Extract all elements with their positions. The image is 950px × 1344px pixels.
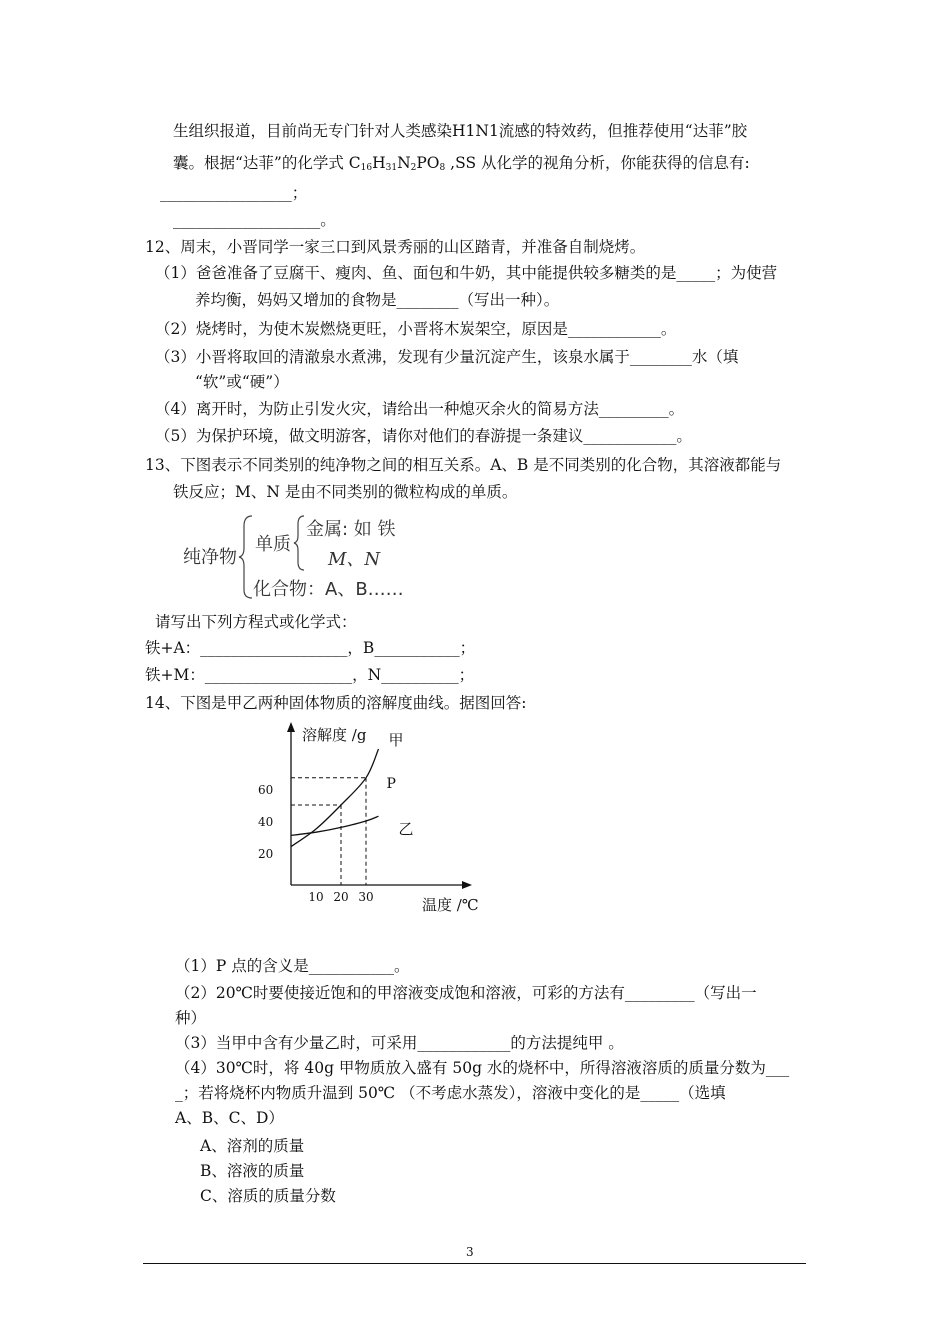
x-tick-label: 20 [333, 890, 349, 904]
series-yi-line [291, 816, 379, 835]
point-p-label: P [386, 775, 396, 792]
q14-part4c: A、B、C、D） [175, 1109, 284, 1127]
brace-outer [239, 516, 252, 598]
diagram-metal: 金属: 如 铁 [306, 519, 396, 540]
q11-line1: 生组织报道，目前尚无专门针对人类感染H1N1流感的特效药，但推荐使用“达菲”胶 [173, 122, 748, 140]
q12-part5: （5）为保护环境，做文明游客，请你对他们的春游提一条建议____________。 [155, 427, 692, 445]
q13-eq2: 铁+M：___________________，N__________； [145, 666, 475, 684]
page-number: 3 [466, 1245, 474, 1259]
q11-blank1: _________________； [160, 184, 308, 202]
q12-part2: （2）烧烤时，为使木炭燃烧更旺，小晋将木炭架空，原因是____________。 [155, 320, 677, 338]
y-axis-arrow [287, 722, 295, 732]
q12-stem: 12、周末，小晋同学一家三口到风景秀丽的山区踏青，并准备自制烧烤。 [145, 238, 646, 256]
y-tick-label: 60 [258, 783, 274, 797]
q12-part3b: “软”或“硬”） [195, 373, 289, 391]
series-jia-line [291, 749, 379, 847]
x-tick-label: 10 [308, 890, 324, 904]
q14-option-a: A、溶剂的质量 [200, 1137, 305, 1155]
y-tick-label: 20 [258, 847, 274, 861]
y-axis-label: 溶解度 /g [302, 726, 367, 744]
q11-line2: 囊。根据“达菲”的化学式 $C_{16}H_{31}N_2PO_8$ ,SS 从化学的视角分析，你能获得的信息有: [173, 154, 750, 173]
q14-part2a: （2）20℃时要使接近饱和的甲溶液变成饱和溶液，可彩的方法有_________（写出一 [175, 984, 757, 1002]
footer-rule [143, 1263, 806, 1264]
q12-part1a: （1）爸爸准备了豆腐干、瘦肉、鱼、面包和牛奶，其中能提供较多糖类的是_____；为使营 [155, 264, 778, 282]
q14-part4b: _；若将烧杯内物质升温到 50℃ （不考虑水蒸发），溶液中变化的是_____（选填 [175, 1084, 726, 1102]
q13-stem1: 13、下图表示不同类别的纯净物之间的相互关系。A、B 是不同类别的化合物，其溶液都能与 [145, 456, 782, 474]
brace-inner [294, 516, 304, 570]
solubility-chart [250, 718, 530, 928]
q14-part1: （1）P 点的含义是___________。 [175, 957, 410, 975]
q13-eq1: 铁+A：___________________，B___________； [145, 639, 476, 657]
q11-blank2: ___________________。 [173, 211, 336, 229]
diagram-root: 纯净物 [183, 547, 237, 568]
diagram-compound: 化合物：A、B…… [253, 579, 404, 600]
y-tick-label: 40 [258, 815, 274, 829]
x-axis-arrow [462, 881, 472, 889]
q14-option-b: B、溶液的质量 [200, 1162, 305, 1180]
x-axis-label: 温度 /℃ [422, 896, 479, 914]
series-jia-label: 甲 [388, 731, 404, 749]
q12-part1b: 养均衡，妈妈又增加的食物是________（写出一种）。 [195, 291, 560, 309]
q12-part4: （4）离开时，为防止引发火灾，请给出一种熄灭余火的简易方法_________。 [155, 400, 685, 418]
q13-prompt: 请写出下列方程式或化学式： [155, 613, 357, 631]
q14-part4a: （4）30℃时，将 40g 甲物质放入盛有 50g 水的烧杯中，所得溶液溶质的质量分数为___ [175, 1059, 790, 1077]
q14-part3: （3）当甲中含有少量乙时，可采用____________的方法提纯甲 。 [175, 1034, 624, 1052]
q14-option-c: C、溶质的质量分数 [200, 1187, 336, 1205]
diagram-mn: M、N [328, 549, 381, 570]
q14-stem: 14、下图是甲乙两种固体物质的溶解度曲线。据图回答: [145, 694, 527, 712]
q12-part3a: （3）小晋将取回的清澈泉水煮沸，发现有少量沉淀产生，该泉水属于________水（填 [155, 348, 739, 366]
x-tick-label: 30 [358, 890, 374, 904]
diagram-simple: 单质 [255, 534, 291, 555]
q14-part2b: 种） [175, 1009, 207, 1027]
q13-stem2: 铁反应；M、N 是由不同类别的微粒构成的单质。 [173, 483, 518, 501]
series-yi-label: 乙 [398, 820, 414, 839]
